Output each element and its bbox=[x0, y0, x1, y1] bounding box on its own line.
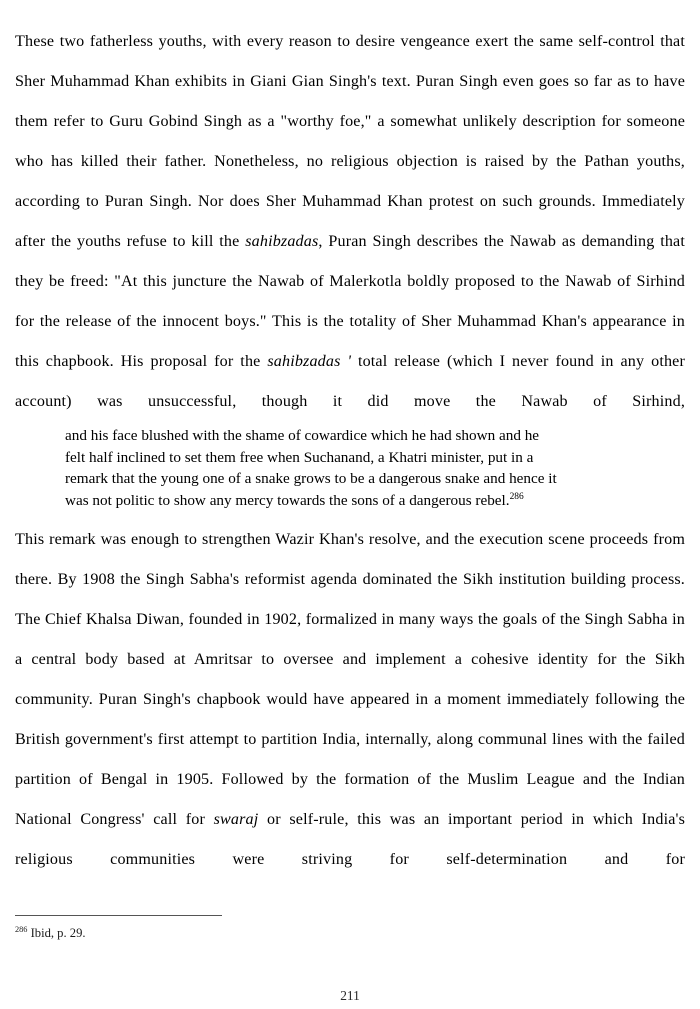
paragraph-2: This remark was enough to strengthen Wazir Khan's resolve, and the execution scene proceeds from there. By 1908 the Singh Sabha's reformist agenda dominated the Sikh institution building process. The Chief Khalsa Diwan, founded in 1902, formalized in many ways the goals of the Singh Sabha in a central body based at Amritsar to oversee and implement a cohesive identity for the Sikh community. Puran Singh's chapbook would have appeared in a moment immediately following the British government's first attempt to partition India, internally, along communal lines with the failed partition of Bengal in 1905. Followed by the formation of the Muslim League and the Indian National Congress' call for swaraj or self-rule, this was an important period in which India's religious communities were striving for self-determination and for bbox=[15, 531, 685, 868]
italic-term: sahibzadas ' bbox=[267, 353, 352, 370]
blockquote-line-text: was not politic to show any mercy towards the sons of a dangerous rebel. bbox=[65, 491, 510, 509]
blockquote-1 bbox=[65, 425, 625, 511]
footnote-area bbox=[15, 915, 685, 941]
page-body bbox=[15, 22, 685, 462]
italic-term: sahibzadas bbox=[245, 233, 319, 250]
page-number: 211 bbox=[340, 988, 360, 1003]
blockquote-text bbox=[65, 425, 625, 511]
footnote-marker: 286 bbox=[15, 924, 28, 934]
blockquote-line bbox=[65, 490, 625, 512]
footnote-reference-marker: 286 bbox=[509, 491, 524, 502]
italic-term: swaraj bbox=[213, 811, 259, 828]
page-body-continued bbox=[15, 520, 685, 920]
blockquote-line: felt half inclined to set them free when Suchanand, a Khatri minister, put in a bbox=[65, 448, 534, 466]
blockquote-line: and his face blushed with the shame of cowardice which he had shown and he bbox=[65, 427, 540, 444]
footnote-entry bbox=[15, 925, 685, 941]
blockquote-line: remark that the young one of a snake grows to be a dangerous snake and hence it bbox=[65, 470, 557, 487]
footnote-text: Ibid, p. 29. bbox=[27, 926, 86, 940]
paragraph-1: These two fatherless youths, with every reason to desire vengeance exert the same self-control that Sher Muhammad Khan exhibits in Giani Gian Singh's text. Puran Singh even goes so far as to have them refer to Guru Gobind Singh as a "worthy foe," a somewhat unlikely description for someone who has killed their father. Nonetheless, no religious objection is raised by the Pathan youths, according to Puran Singh. Nor does Sher Muhammad Khan protest on such grounds. Immediately after the youths refuse to kill the sahibzadas, Puran Singh describes the Nawab as demanding that they be freed: "At this juncture the Nawab of Malerkotla boldly proposed to the Nawab of Sirhind for the release of the innocent boys." This is the totality of Sher Muhammad Khan's appearance in this chapbook. His proposal for the sahibzadas ' total release (which I never found in any other account) was unsuccessful, though it did move the Nawab of Sirhind, bbox=[15, 33, 685, 410]
footnote-separator-rule bbox=[15, 915, 222, 916]
